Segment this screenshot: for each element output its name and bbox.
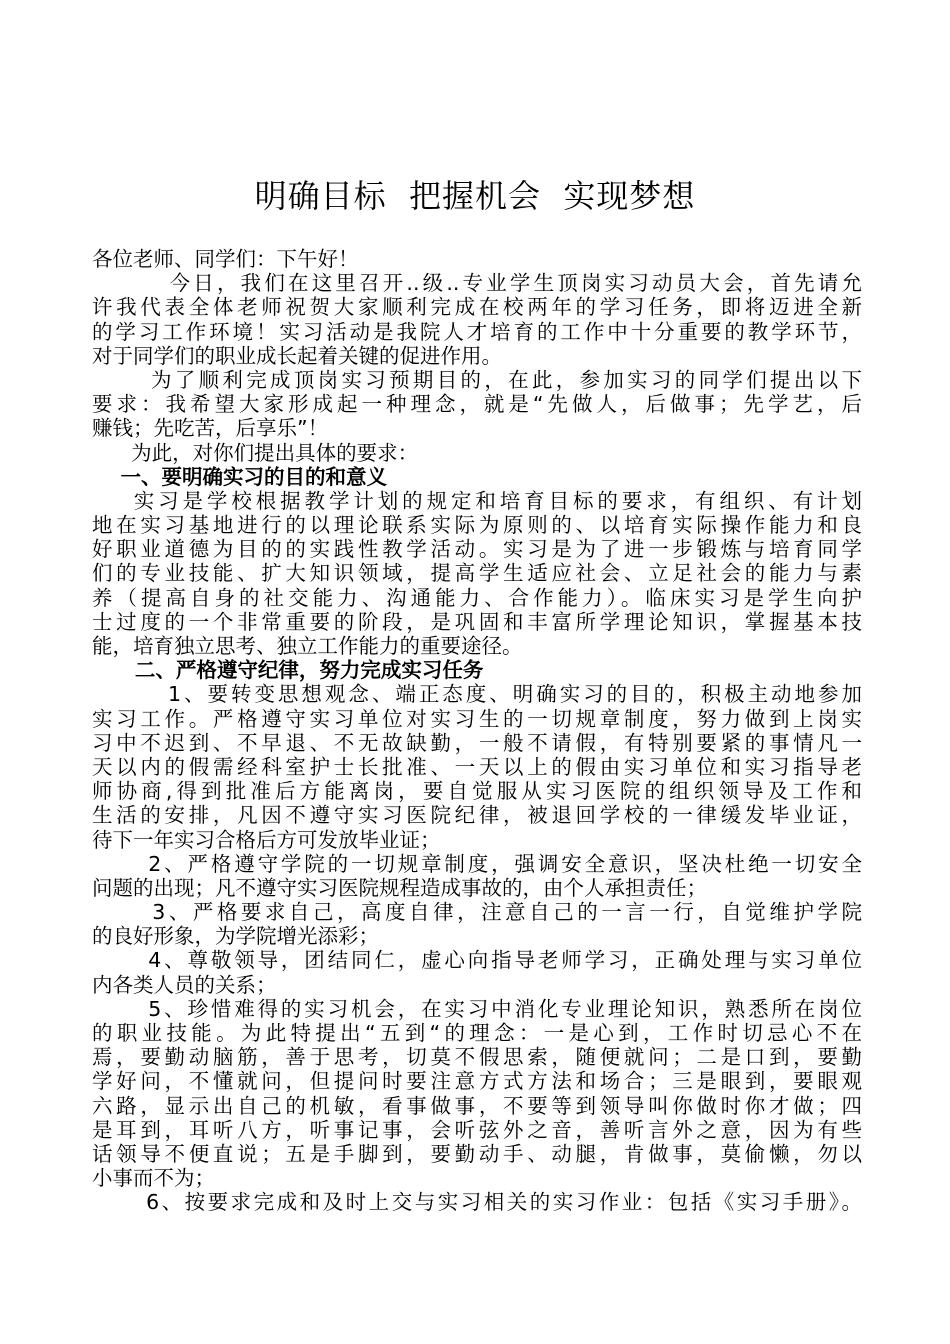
salutation-line: 各位老师、同学们：下午好！ [92,247,359,271]
section-1-line: 养（提高自身的社交能力、沟通能力、合作能力）。临床实习是学生向护 [92,585,862,610]
section-heading-2: 二、严格遵守纪律，努力完成实习任务 [92,658,484,683]
intro-line: 的学习工作环境！实习活动是我院人才培育的工作中十分重要的教学环节， [92,319,862,344]
item-2-line: 2、严格遵守学院的一切规章制度，强调安全意识，坚决杜绝一切安全 [92,851,862,876]
item-4-line: 内各类人员的关系； [92,972,277,997]
document-body [92,247,862,1215]
document-title: 明确目标 把握机会 实现梦想 [254,177,696,215]
item-5-line: 小事而不为； [92,1166,215,1191]
requirement-line: 赚钱；先吃苦，后享乐”！ [92,416,329,441]
item-5-line: 是耳到，耳听八方，听事记事，会听弦外之音，善听言外之意，因为有些 [92,1117,862,1142]
requirement-line: 为此，对你们提出具体的要求： [92,440,419,465]
section-heading-1: 一、要明确实习的目的和意义 [92,464,388,489]
section-1-line: 好职业道德为目的的实践性教学活动。实习是为了进一步锻炼与培育同学 [92,537,862,562]
item-1-line: 生活的安排，凡因不遵守实习医院纪律，被退回学校的一律缓发毕业证， [92,803,862,828]
item-5-line: 话领导不便直说；五是手脚到，要勤动手、动腿，肯做事，莫偷懒，勿以 [92,1141,862,1166]
item-3-line: 3、严格要求自己，高度自律，注意自己的一言一行，自觉维护学院 [92,900,862,925]
section-1-line: 实习是学校根据教学计划的规定和培育目标的要求，有组织、有计划 [92,488,862,513]
item-3-line: 的良好形象，为学院增光添彩； [92,924,379,949]
section-1-line: 地在实习基地进行的以理论联系实际为原则的、以培育实际操作能力和良 [92,513,862,538]
item-5-line: 焉，要勤动脑筋，善于思考，切莫不假思索，随便就问；二是口到，要勤 [92,1045,862,1070]
section-1-line: 能，培育独立思考、独立工作能力的重要途径。 [92,634,523,658]
requirement-line: 为了顺利完成顶岗实习预期目的，在此，参加实习的同学们提出以下 [92,367,862,392]
requirement-line: 要求：我希望大家形成起一种理念，就是“先做人，后做事；先学艺，后 [92,392,862,417]
item-1-line: 习中不迟到、不早退、不无故缺勤，一般不请假，有特别要紧的事情凡一 [92,730,862,755]
item-4-line: 4、尊敬领导，团结同仁，虚心向指导老师学习，正确处理与实习单位 [92,948,862,973]
item-1-line: 实习工作。严格遵守实习单位对实习生的一切规章制度，努力做到上岗实 [92,706,862,731]
item-1-line: 1、要转变思想观念、端正态度、明确实习的目的，积极主动地参加 [92,682,862,707]
item-6-line: 6、按要求完成和及时上交与实习相关的实习作业：包括《实习手册》。 [92,1190,862,1215]
section-1-line: 们的专业技能、扩大知识领域，提高学生适应社会、立足社会的能力与素 [92,561,862,586]
intro-line: 许我代表全体老师祝贺大家顺利完成在校两年的学习任务，即将迈进全新 [92,295,862,320]
intro-line: 今日，我们在这里召开..级..专业学生顶岗实习动员大会，首先请允 [92,271,862,296]
intro-line: 对于同学们的职业成长起着关键的促进作用。 [92,343,502,368]
item-1-line: 待下一年实习合格后方可发放毕业证； [92,827,441,852]
item-2-line: 问题的出现；凡不遵守实习医院规程造成事故的，由个人承担责任； [92,875,707,900]
item-1-line: 天以内的假需经科室护士长批准、一天以上的假由实习单位和实习指导老 [92,754,862,779]
item-1-line: 师协商,得到批准后方能离岗，要自觉服从实习医院的组织领导及工作和 [92,779,862,804]
item-5-line: 5、珍惜难得的实习机会，在实习中消化专业理论知识，熟悉所在岗位 [92,996,862,1021]
item-5-line: 学好问，不懂就问，但提问时要注意方式方法和场合；三是眼到，要眼观 [92,1069,862,1094]
item-5-line: 的职业技能。为此特提出“五到“的理念：一是心到，工作时切忌心不在 [92,1021,862,1045]
item-5-line: 六路，显示出自己的机敏，看事做事，不要等到领导叫你做时你才做；四 [92,1093,862,1118]
section-1-line: 士过度的一个非常重要的阶段，是巩固和丰富所学理论知识，掌握基本技 [92,609,862,634]
